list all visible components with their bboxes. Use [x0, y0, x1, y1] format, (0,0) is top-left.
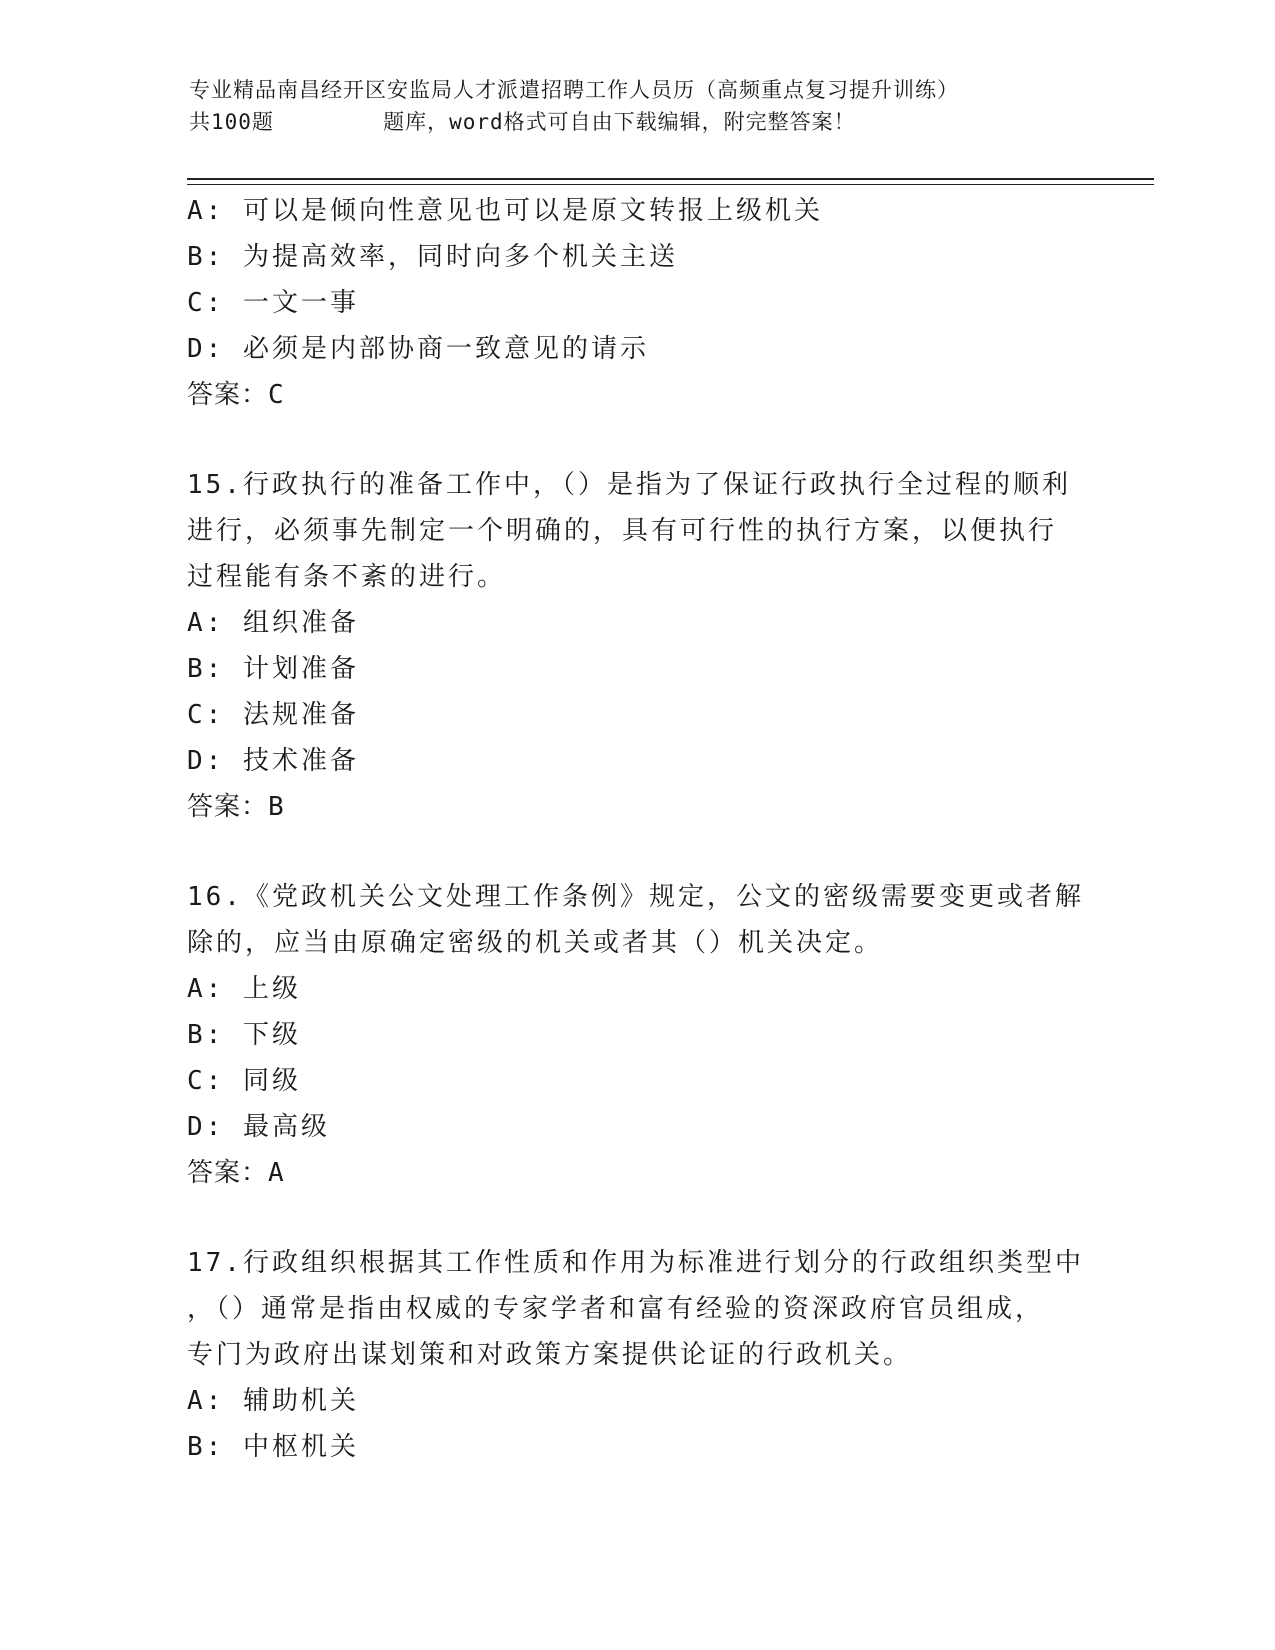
- answer: [187, 784, 1087, 830]
- header-count: 共100题: [189, 110, 274, 134]
- question-list: [187, 188, 1087, 1470]
- header-subtitle: [189, 106, 1089, 138]
- question-14-continued: [187, 188, 1087, 418]
- answer-value: A: [268, 1158, 285, 1188]
- question-text: [187, 1240, 1087, 1378]
- option-a: A: 组织准备: [187, 608, 359, 638]
- option-a: A: 辅助机关: [187, 1386, 359, 1416]
- answer-value: C: [268, 380, 285, 410]
- option-c: C: 一文一事: [187, 288, 359, 318]
- header-divider-thin: [187, 184, 1154, 185]
- answer: [187, 372, 1087, 418]
- question-16: [187, 874, 1087, 1196]
- option-d: D: 最高级: [187, 1112, 330, 1142]
- question-line: 16.《党政机关公文处理工作条例》规定，公文的密级需要变更或者解: [187, 882, 1084, 912]
- option-b: B: 为提高效率，同时向多个机关主送: [187, 242, 678, 272]
- question-line: 17.行政组织根据其工作性质和作用为标准进行划分的行政组织类型中: [187, 1248, 1084, 1278]
- answer-label: 答案：: [187, 380, 269, 410]
- option-b: B: 下级: [187, 1020, 301, 1050]
- question-17: [187, 1240, 1087, 1470]
- option-c: C: 法规准备: [187, 700, 359, 730]
- question-line: 过程能有条不紊的进行。: [187, 562, 507, 592]
- option-b: B: 计划准备: [187, 654, 359, 684]
- option-d: D: 必须是内部协商一致意见的请示: [187, 334, 649, 364]
- option-b: B: 中枢机关: [187, 1432, 359, 1462]
- question-line: 专门为政府出谋划策和对政策方案提供论证的行政机关。: [187, 1340, 913, 1370]
- option-d: D: 技术准备: [187, 746, 359, 776]
- question-text: [187, 462, 1087, 600]
- document-header: [189, 74, 1089, 138]
- question-15: [187, 462, 1087, 830]
- header-divider-thick: [187, 178, 1154, 180]
- question-line: 15.行政执行的准备工作中，（）是指为了保证行政执行全过程的顺利: [187, 470, 1071, 500]
- question-line: ，（）通常是指由权威的专家学者和富有经验的资深政府官员组成，: [187, 1294, 1045, 1324]
- answer-value: B: [268, 792, 285, 822]
- option-a: A: 可以是倾向性意见也可以是原文转报上级机关: [187, 196, 823, 226]
- answer: [187, 1150, 1087, 1196]
- answer-label: 答案：: [187, 792, 269, 822]
- header-title: 专业精品南昌经开区安监局人才派遣招聘工作人员历（高频重点复习提升训练）: [189, 78, 959, 102]
- question-line: 进行，必须事先制定一个明确的，具有可行性的执行方案，以便执行: [187, 516, 1058, 546]
- question-line: 除的，应当由原确定密级的机关或者其（）机关决定。: [187, 928, 884, 958]
- answer-label: 答案：: [187, 1158, 269, 1188]
- question-text: [187, 874, 1087, 966]
- header-note: 题库，word格式可自由下载编辑，附完整答案！: [383, 110, 856, 134]
- option-a: A: 上级: [187, 974, 301, 1004]
- option-c: C: 同级: [187, 1066, 301, 1096]
